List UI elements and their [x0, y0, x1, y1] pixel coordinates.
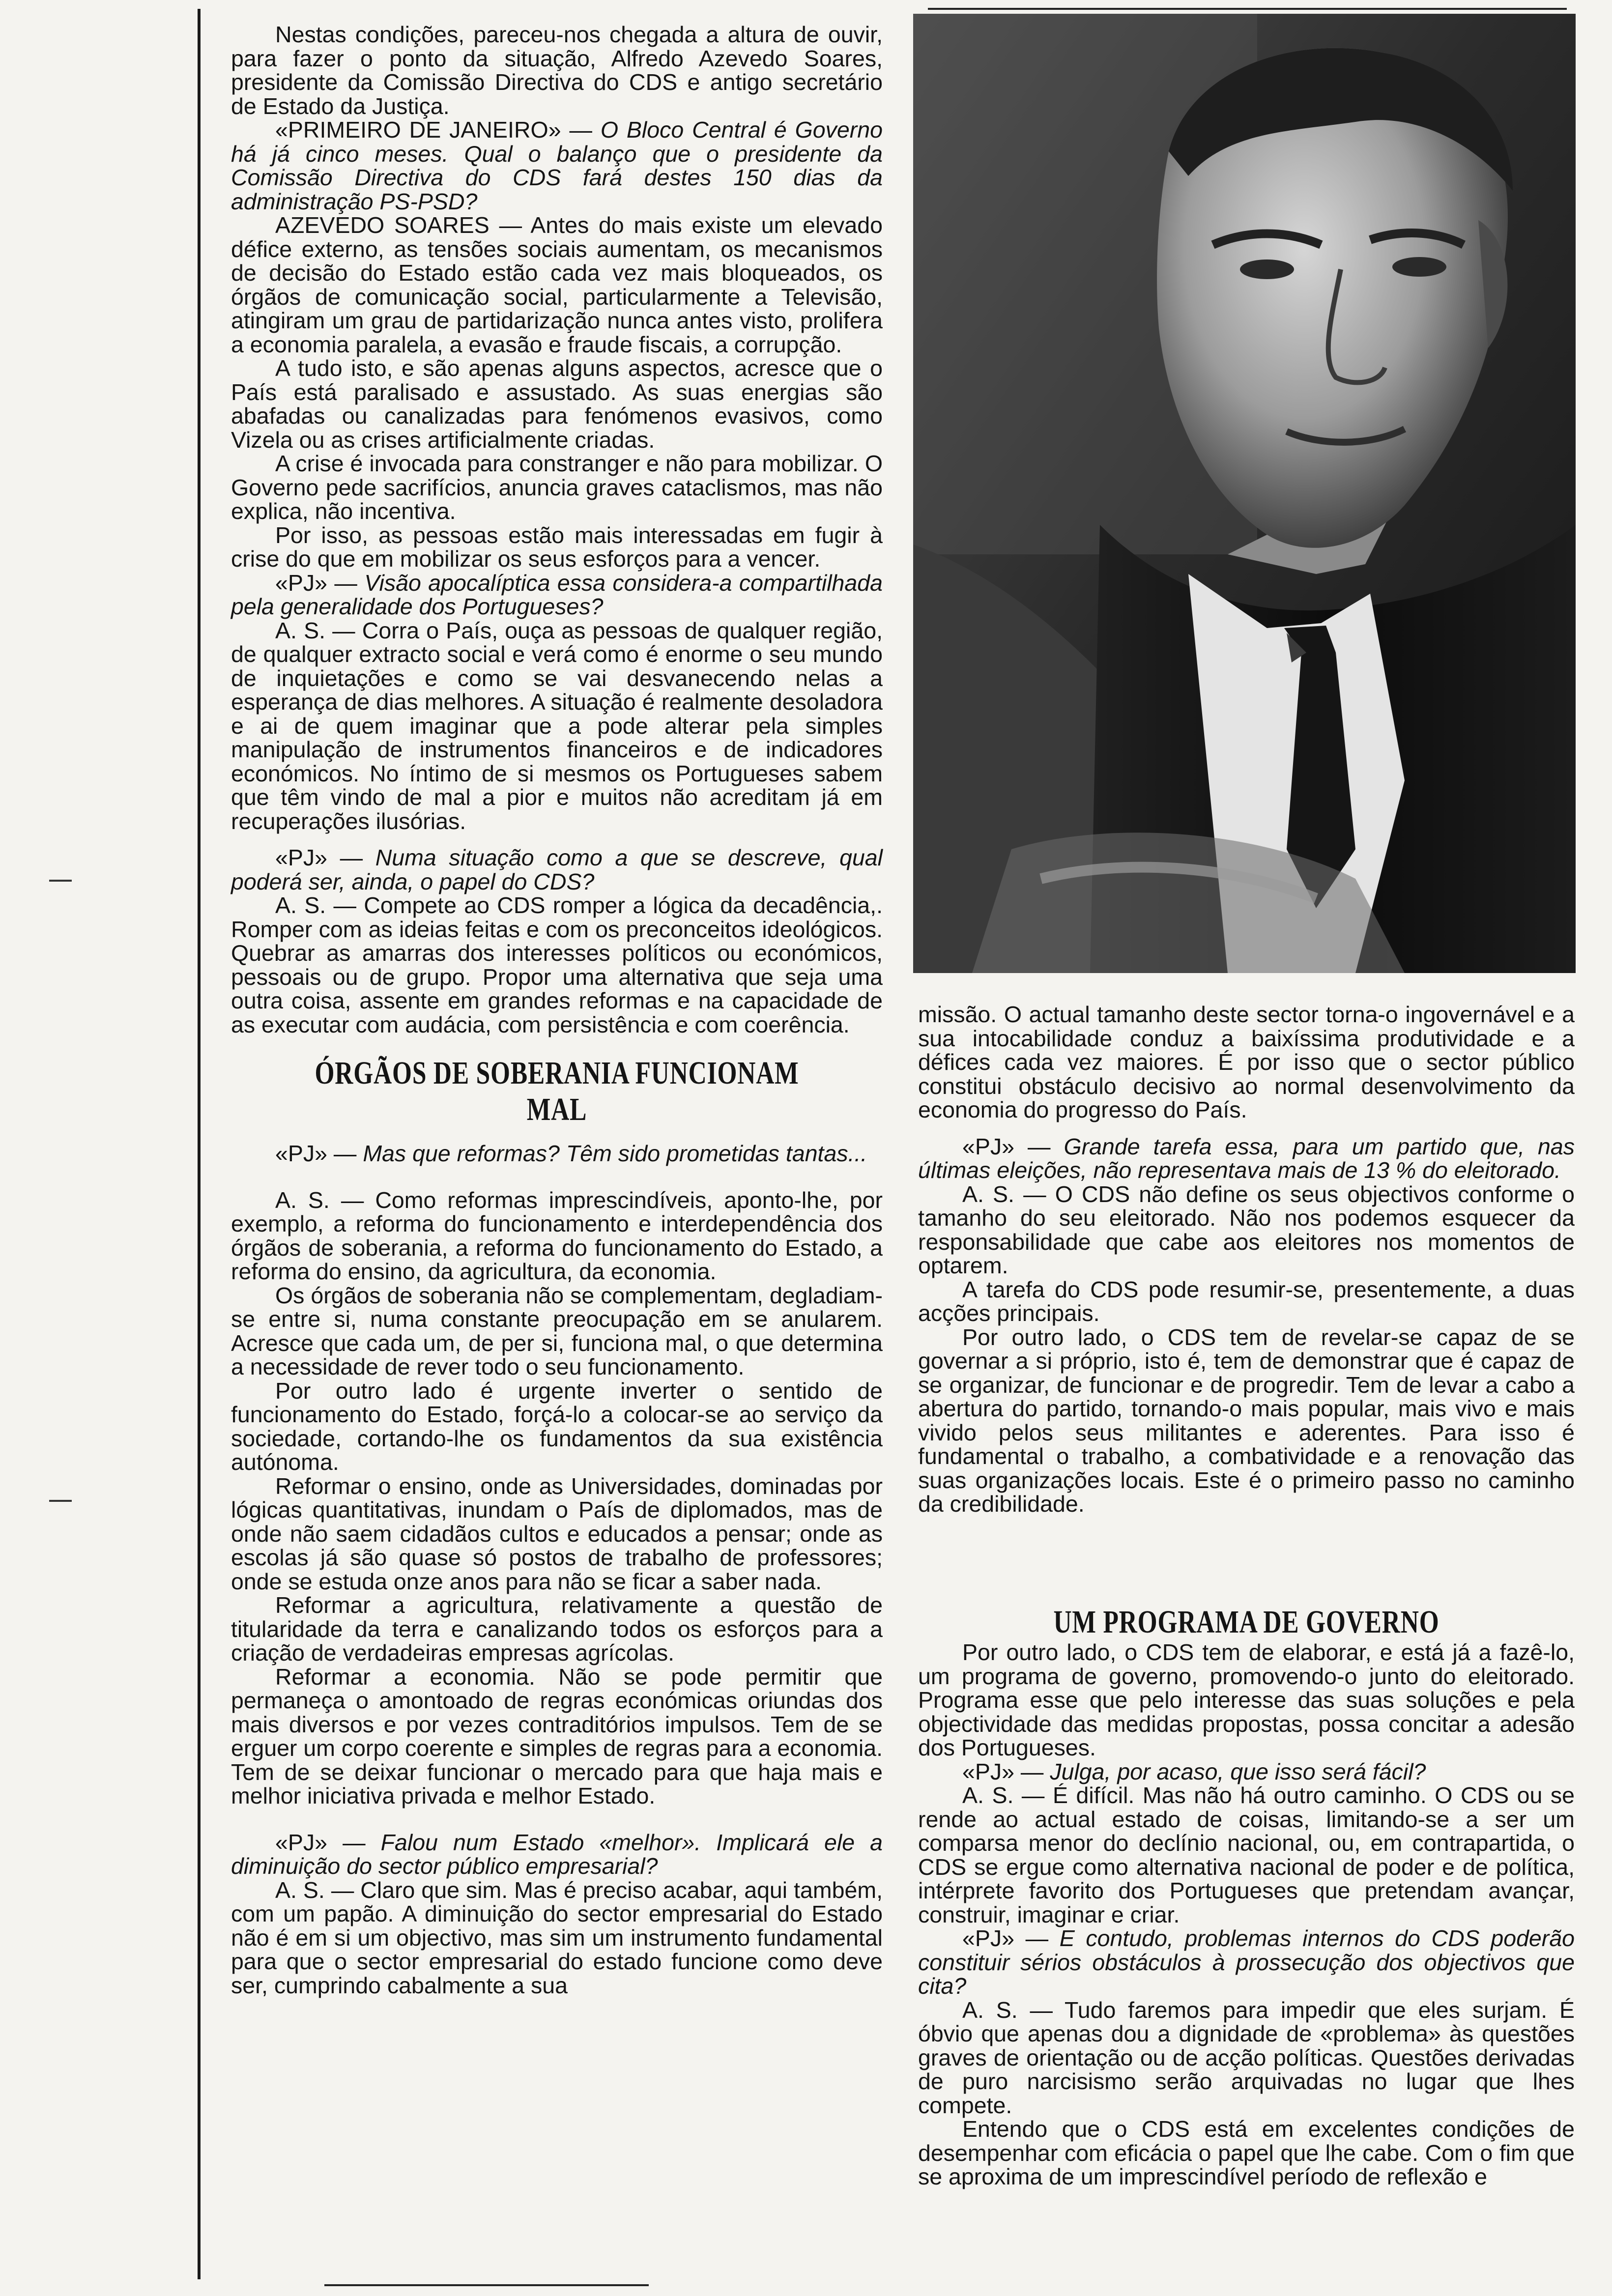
question-text: Mas que reformas? Têm sido prometidas tantas...: [363, 1141, 867, 1166]
question: [231, 1142, 883, 1166]
speaker: A. S. —: [962, 1782, 1053, 1808]
bottom-rule: [324, 2284, 649, 2286]
answer: [231, 213, 883, 356]
speaker: A. S. —: [275, 1187, 375, 1213]
continued-paragraph: missão. O actual tamanho deste sector torna-o ingovernável e a sua intocabilidade conduz a baixíssima produtividade e a défices cada vez maiores. É por isso que o sector público constitui obstáculo decisivo ao normal desenvolvimento da economia do progresso do País.: [918, 1002, 1575, 1122]
question: [231, 1831, 883, 1878]
speaker: «PJ» —: [962, 1925, 1060, 1951]
answer-text: É difícil. Mas não há outro caminho. O CDS ou se rende ao actual estado de coisas, limitando-se a ser um comparsa menor do declínio nacional, ou, em contrapartida, o CDS se ergue como alternativa nacional de poder e de política, intérprete favorito dos Portugueses que pretendam avançar, construir, imaginar e criar.: [918, 1782, 1575, 1927]
answer-text: Como reformas imprescindíveis, aponto-lhe, por exemplo, a reforma do funcionamento e interdependência dos órgãos de soberania, a reforma do funcionamento do Estado, a reforma do ensino, da agricultura, da economia.: [231, 1187, 883, 1284]
right-column-bottom: [918, 1640, 1575, 2189]
question-text: Numa situação como a que se descreve, qual poderá ser, ainda, o papel do CDS?: [231, 845, 883, 894]
speaker: «PJ» —: [275, 1829, 381, 1855]
body-paragraph: Os órgãos de soberania não se complementam, degladiam-se entre si, numa constante preocupação em se anularem. Acresce que cada um, de per si, funciona mal, o que determina a necessidade de rever todo o seu funcionamento.: [231, 1282, 883, 1379]
question: [231, 846, 883, 893]
answer: [918, 1783, 1575, 1926]
question: [231, 571, 883, 619]
question: [918, 1760, 1575, 1784]
speaker: «PJ» —: [275, 570, 365, 596]
question-text: E contudo, problemas internos do CDS poderão constituir sérios obstáculos à prossecução dos objectivos que cita?: [918, 1925, 1575, 1999]
body-paragraph: Por isso, as pessoas estão mais interessadas em fugir à crise do que em mobilizar os seus esforços para a vencer.: [231, 522, 883, 572]
body-paragraph: Reformar a agricultura, relativamente a questão de titularidade da terra e canalizando todos os esforços para a criação de verdadeiras empresas agrícolas.: [231, 1592, 883, 1665]
body-paragraph: Por outro lado, o CDS tem de elaborar, e está já a fazê-lo, um programa de governo, promovendo-o junto do eleitorado. Programa esse que pelo interesse das suas soluções e pela objectividade das medidas propostas, possa concitar a adesão dos Portugueses.: [918, 1639, 1575, 1760]
body-paragraph: Entendo que o CDS está em excelentes condições de desempenhar com eficácia o papel que lhe cabe. Com o fim que se aproxima de um imprescindível período de reflexão e: [918, 2116, 1575, 2189]
question: [231, 118, 883, 213]
answer: [918, 1998, 1575, 2118]
speaker: A. S. —: [275, 892, 364, 918]
answer-text: O CDS não define os seus objectivos conforme o tamanho do seu eleitorado. Não nos podemos esquecer da responsabilidade que cabe aos eleitores nos momentos de optarem.: [918, 1181, 1575, 1278]
intro-paragraph: Nestas condições, pareceu-nos chegada a altura de ouvir, para fazer o ponto da situação, Alfredo Azevedo Soares, presidente da Comissão Directiva do CDS e antigo secretário de Estado da Justiça.: [231, 22, 883, 119]
answer-text: Compete ao CDS romper a lógica da decadência,. Romper com as ideias feitas e com os preconceitos ideológicos. Quebrar as amarras dos interesses políticos ou económicos, pessoais ou de grupo. Propor uma alternativa que seja uma outra coisa, assente em grandes reformas e na capacidade de as executar com audácia, com persistência e com coerência.: [231, 892, 883, 1037]
right-column-top: [918, 1003, 1575, 1516]
speaker: A. S. —: [275, 1877, 361, 1903]
question: [918, 1926, 1575, 1998]
body-paragraph: Reformar o ensino, onde as Universidades, dominadas por lógicas quantitativas, inundam o País de diplomados, mas de onde não saem cidadãos cultos e educados a pensar; onde as escolas já são quase só postos de trabalho de professores; onde se estuda onze anos para não se ficar a saber nada.: [231, 1473, 883, 1594]
portrait-photo: [913, 14, 1576, 973]
answer-text: Claro que sim. Mas é preciso acabar, aqui também, com um papão. A diminuição do sector empresarial do Estado não é em si um objectivo, mas sim um instrumento fundamental para que o sector empresarial do estado funcione como deve ser, cumprindo cabalmente a sua: [231, 1877, 883, 1998]
speaker: «PJ» —: [275, 845, 375, 870]
column-rule: [198, 9, 201, 2279]
speaker: A. S. —: [275, 617, 362, 643]
question: [918, 1135, 1575, 1182]
body-paragraph: Por outro lado, o CDS tem de revelar-se capaz de se governar a si próprio, isto é, tem de demonstrar que é capaz de se organizar, de funcionar e de progredir. Tem de levar a cabo a abertura do partido, tornando-o mais popular, mais vivo e mais vivido pelos seus militantes e aderentes. Para isso é fundamental o trabalho, a combatividade e a renovação das suas organizações locais. Este é o primeiro passo no caminho da credibilidade.: [918, 1324, 1575, 1517]
question-text: Falou num Estado «melhor». Implicará ele a diminuição do sector público empresarial?: [231, 1829, 883, 1879]
answer-text: Corra o País, ouça as pessoas de qualquer região, de qualquer extracto social e verá como é enorme o seu mundo de inquietações e como se vai desvanecendo nelas a esperança de dias melhores. A situação é realmente desoladora e ai de quem imaginar que a pode alterar pela simples manipulação de instrumentos financeiros e de indicadores económicos. No íntimo de si mesmos os Portugueses sabem que têm vindo de mal a pior e muitos não acreditam já em recuperações ilusórias.: [231, 617, 883, 834]
speaker: «PJ» —: [962, 1133, 1064, 1159]
speaker: A. S. —: [962, 1997, 1065, 2023]
answer: [231, 1188, 883, 1284]
answer: [231, 619, 883, 833]
speaker: «PRIMEIRO DE JANEIRO» —: [275, 117, 601, 143]
answer-text: Tudo faremos para impedir que eles surjam. É óbvio que apenas dou a dignidade de «problema» às questões graves de orientação ou de acção políticas. Questões derivadas de puro narcisismo serão arquivadas no lugar que lhes compete.: [918, 1997, 1575, 2118]
answer: [918, 1182, 1575, 1278]
left-column: [231, 23, 883, 1997]
speaker: «PJ» —: [962, 1758, 1050, 1784]
body-paragraph: Reformar a economia. Não se pode permitir que permaneça o amontoado de regras económicas oriundas dos mais diversos e por vezes contraditórios impulsos. Tem de se erguer um corpo coerente e simples de regras para a economia. Tem de se deixar funcionar o mercado para que haja mais e melhor iniciativa privada e melhor Estado.: [231, 1664, 883, 1808]
answer: [231, 893, 883, 1036]
margin-mark: [49, 1500, 72, 1502]
question-text: Julga, por acaso, que isso será fácil?: [1050, 1758, 1426, 1784]
body-paragraph: A tarefa do CDS pode resumir-se, presentemente, a duas acções principais.: [918, 1276, 1575, 1326]
question-text: O Bloco Central é Governo há já cinco meses. Qual o balanço que o presidente da Comissão Directiva do CDS fará destes 150 dias da administração PS-PSD?: [231, 117, 883, 214]
speaker: AZEVEDO SOARES —: [275, 212, 531, 238]
question-text: Grande tarefa essa, para um partido que, nas últimas eleições, não representava mais de 13 % do eleitorado.: [918, 1133, 1575, 1183]
margin-mark: [49, 880, 72, 882]
section-headline: ÓRGÃOS DE SOBERANIA FUNCIONAM MAL: [315, 1055, 799, 1127]
body-paragraph: Por outro lado é urgente inverter o sentido de funcionamento do Estado, forçá-lo a colocar-se ao serviço da sociedade, cortando-lhe os fundamentos da sua existência autónoma.: [231, 1378, 883, 1475]
answer: [231, 1878, 883, 1998]
speaker: «PJ» —: [275, 1141, 363, 1166]
body-paragraph: A tudo isto, e são apenas alguns aspectos, acresce que o País está paralisado e assustado. As suas energias são abafadas ou canalizadas para fenómenos evasivos, como Vizela ou as crises artificialmente criadas.: [231, 355, 883, 453]
section-headline: UM PROGRAMA DE GOVERNO: [1053, 1604, 1439, 1640]
answer-text: Antes do mais existe um elevado défice externo, as tensões sociais aumentam, os mecanismos de decisão do Estado estão cada vez mais bloqueados, os órgãos de comunicação social, particularmente a Televisão, atingiram um grau de partidarização nunca antes visto, prolifera a economia paralela, a evasão e fraude fiscais, a corrupção.: [231, 212, 883, 357]
speaker: A. S. —: [962, 1181, 1055, 1207]
question-text: Visão apocalíptica essa considera-a compartilhada pela generalidade dos Portugueses?: [231, 570, 883, 619]
top-rule: [928, 8, 1567, 10]
body-paragraph: A crise é invocada para constranger e não para mobilizar. O Governo pede sacrifícios, anuncia graves cataclismos, mas não explica, não incentiva.: [231, 451, 883, 524]
